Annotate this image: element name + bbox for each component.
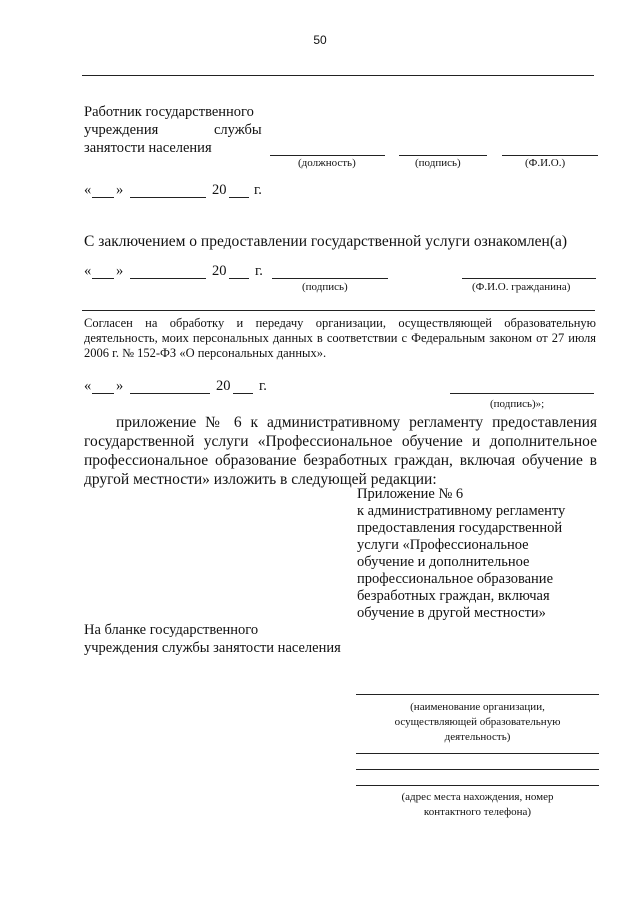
date-day-line [92, 197, 114, 198]
employee-label-line1: Работник государственного [84, 104, 254, 120]
appendix-header [357, 486, 602, 622]
date-year: 20 [212, 182, 227, 198]
consent-day-line [92, 393, 114, 394]
consent-date-open: « [84, 378, 92, 394]
consent-date-close: » [116, 378, 124, 394]
acq-month-line [130, 278, 206, 279]
date-close-quote: » [116, 182, 124, 198]
signature-line [399, 155, 487, 156]
employee-label-line3: занятости населения [84, 140, 212, 156]
org-name-line [356, 694, 599, 695]
appendix-line: к административному регламенту [357, 503, 566, 519]
consent-date-suffix: г. [259, 378, 267, 394]
name-line [502, 155, 598, 156]
acq-year-line [229, 278, 249, 279]
consent-rule [82, 310, 595, 311]
address-line-1 [356, 753, 599, 754]
acq-caption-signature: (подпись) [302, 281, 348, 293]
org-name-caption [356, 700, 599, 745]
appendix-title: Приложение № 6 [357, 486, 464, 502]
org-caption-line: осуществляющей образовательную [394, 716, 561, 728]
acq-date-suffix: г. [255, 263, 263, 279]
position-line [270, 155, 385, 156]
address-line-3 [356, 785, 599, 786]
caption-position: (должность) [298, 157, 356, 169]
date-month-line [130, 197, 206, 198]
consent-year-line [233, 393, 253, 394]
appendix-line: обучение и дополнительное [357, 554, 530, 570]
consent-month-line [130, 393, 210, 394]
date-suffix: г. [254, 182, 262, 198]
appendix-line: безработных граждан, включая [357, 588, 550, 604]
address-caption-line: контактного телефона) [423, 806, 532, 818]
date-year-line [229, 197, 249, 198]
employee-label-line2a: учреждения [84, 122, 159, 138]
letterhead-line2: учреждения службы занятости населения [84, 640, 341, 656]
appendix-line: услуги «Профессиональное [357, 537, 529, 553]
acq-date-close: » [116, 263, 124, 279]
consent-date-year: 20 [216, 378, 231, 394]
address-line-2 [356, 769, 599, 770]
appendix-line: обучение в другой местности» [357, 605, 546, 621]
consent-text: Согласен на обработку и передачу организации, осуществляющей образовательную деятельность, моих персональных данных в соответствии с Федеральным законом от 27 июля 2006 г. № 152-ФЗ «О персональных данных». [84, 316, 596, 360]
letterhead-line1: На бланке государственного [84, 622, 259, 638]
acq-signature-line [272, 278, 388, 279]
org-caption-line: (наименование организации, [410, 701, 545, 713]
amendment-paragraph: приложение № 6 к административному регламенту предоставления государственной услуги «Профессиональное обучение и дополнительное профессиональное образование безработных граждан, включая обучение в другой местности» изложить в следующей редакции: [84, 414, 597, 488]
caption-signature: (подпись) [415, 157, 461, 169]
employee-label-line2b: службы [214, 122, 262, 138]
acquainted-statement: С заключением о предоставлении государственной услуги ознакомлен(а) [84, 233, 568, 250]
consent-caption-signature: (подпись)»; [490, 398, 545, 410]
acq-day-line [92, 278, 114, 279]
acq-date-year: 20 [212, 263, 227, 279]
header-rule [82, 75, 594, 76]
appendix-line: профессиональное образование [357, 571, 554, 587]
acq-name-line [462, 278, 596, 279]
acq-date-open: « [84, 263, 92, 279]
date-open-quote: « [84, 182, 92, 198]
caption-name: (Ф.И.О.) [525, 157, 566, 169]
consent-signature-line [450, 393, 594, 394]
org-caption-line: деятельность) [444, 731, 511, 743]
appendix-line: предоставления государственной [357, 520, 563, 536]
acq-caption-name: (Ф.И.О. гражданина) [472, 281, 571, 293]
address-caption-line: (адрес места нахождения, номер [401, 791, 554, 803]
page-number: 50 [313, 33, 327, 47]
address-caption [356, 790, 599, 820]
